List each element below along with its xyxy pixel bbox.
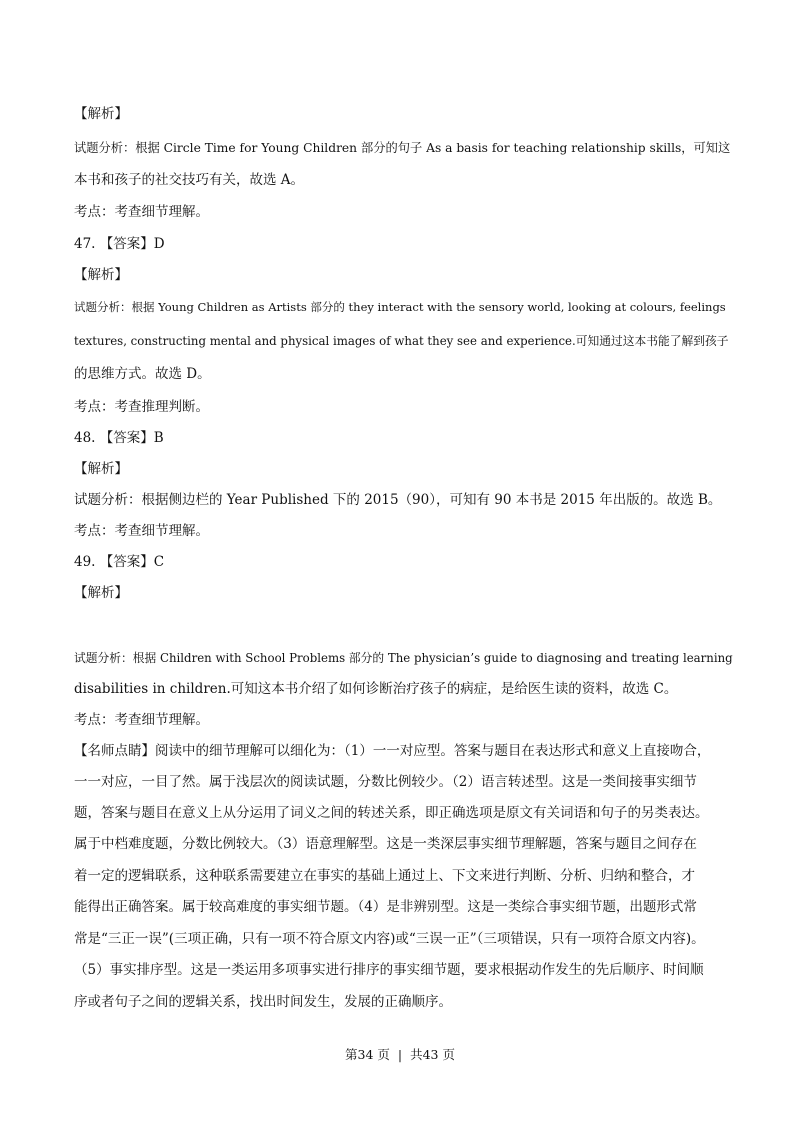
teacher-note: 题，答案与题目在意义上从分运用了词义之间的转述关系，即正确选项是原文有关词语和句子的另类表达。 <box>74 805 709 821</box>
analysis-text: 试题分析：根据侧边栏的 Year Published 下的 2015（90），可知有 90 本书是 2015 年出版的。故选 B。 <box>74 492 722 508</box>
teacher-note: 属于中档难度题，分数比例较大。（3）语意理解型。这是一类深层事实细节理解题，答案与题目之间存在 <box>74 836 697 852</box>
analysis-text: textures, constructing mental and physical images of what they see and experience.可知通过这本书能了解到孩子 <box>74 334 729 348</box>
key-point: 考点：考查细节理解。 <box>74 523 209 539</box>
analysis-text: disabilities in children.可知这本书介绍了如何诊断治疗孩子的病症，是给医生读的资料，故选 C。 <box>74 681 678 697</box>
analysis-heading: 【解析】 <box>74 461 128 477</box>
analysis-text: 试题分析：根据 Young Children as Artists 部分的 they interact with the sensory world, looking at colours, feelings <box>74 300 726 314</box>
analysis-heading: 【解析】 <box>74 585 128 601</box>
analysis-text: 的思维方式。故选 D。 <box>74 366 211 382</box>
teacher-note: （5）事实排序型。这是一类运用多项事实进行排序的事实细节题，要求根据动作发生的先后顺序、时间顺 <box>74 962 704 978</box>
teacher-note: 着一定的逻辑联系，这种联系需要建立在事实的基础上通过上、下文来进行判断、分析、归纳和整合，才 <box>74 868 695 884</box>
teacher-note: 常是“三正一误”(三项正确，只有一项不符合原文内容)或“三误一正”（三项错误，只有一项符合原文内容)。 <box>74 931 705 947</box>
answer-49: 49. 【答案】C <box>74 554 165 570</box>
analysis-text: 本书和孩子的社交技巧有关，故选 A。 <box>74 172 305 188</box>
page-footer <box>0 1045 800 1063</box>
footer-separator: | <box>397 1047 403 1062</box>
analysis-heading: 【解析】 <box>74 106 128 122</box>
analysis-text: 试题分析：根据 Children with School Problems 部分的 The physician’s guide to diagnosing and treating learning <box>74 651 733 665</box>
key-point: 考点：考查推理判断。 <box>74 399 209 415</box>
teacher-note: 【名师点睛】阅读中的细节理解可以细化为：（1）一一对应型。答案与题目在表达形式和意义上直接吻合， <box>74 743 711 759</box>
key-point: 考点：考查细节理解。 <box>74 712 209 728</box>
teacher-note: 一一对应，一目了然。属于浅层次的阅读试题，分数比例较少。（2）语言转述型。这是一类间接事实细节 <box>74 774 697 790</box>
answer-47: 47. 【答案】D <box>74 236 165 252</box>
teacher-note: 能得出正确答案。属于较高难度的事实细节题。（4）是非辨别型。这是一类综合事实细节题，出题形式常 <box>74 899 697 915</box>
analysis-text: 试题分析：根据 Circle Time for Young Children 部分的句子 As a basis for teaching relationship skills，可知这 <box>74 141 731 155</box>
page-number: 第34 页 <box>345 1047 390 1062</box>
teacher-note: 序或者句子之间的逻辑关系，找出时间发生，发展的正确顺序。 <box>74 994 452 1010</box>
analysis-heading: 【解析】 <box>74 267 128 283</box>
page-total: 共43 页 <box>410 1047 455 1062</box>
answer-48: 48. 【答案】B <box>74 430 164 446</box>
key-point: 考点：考查细节理解。 <box>74 204 209 220</box>
